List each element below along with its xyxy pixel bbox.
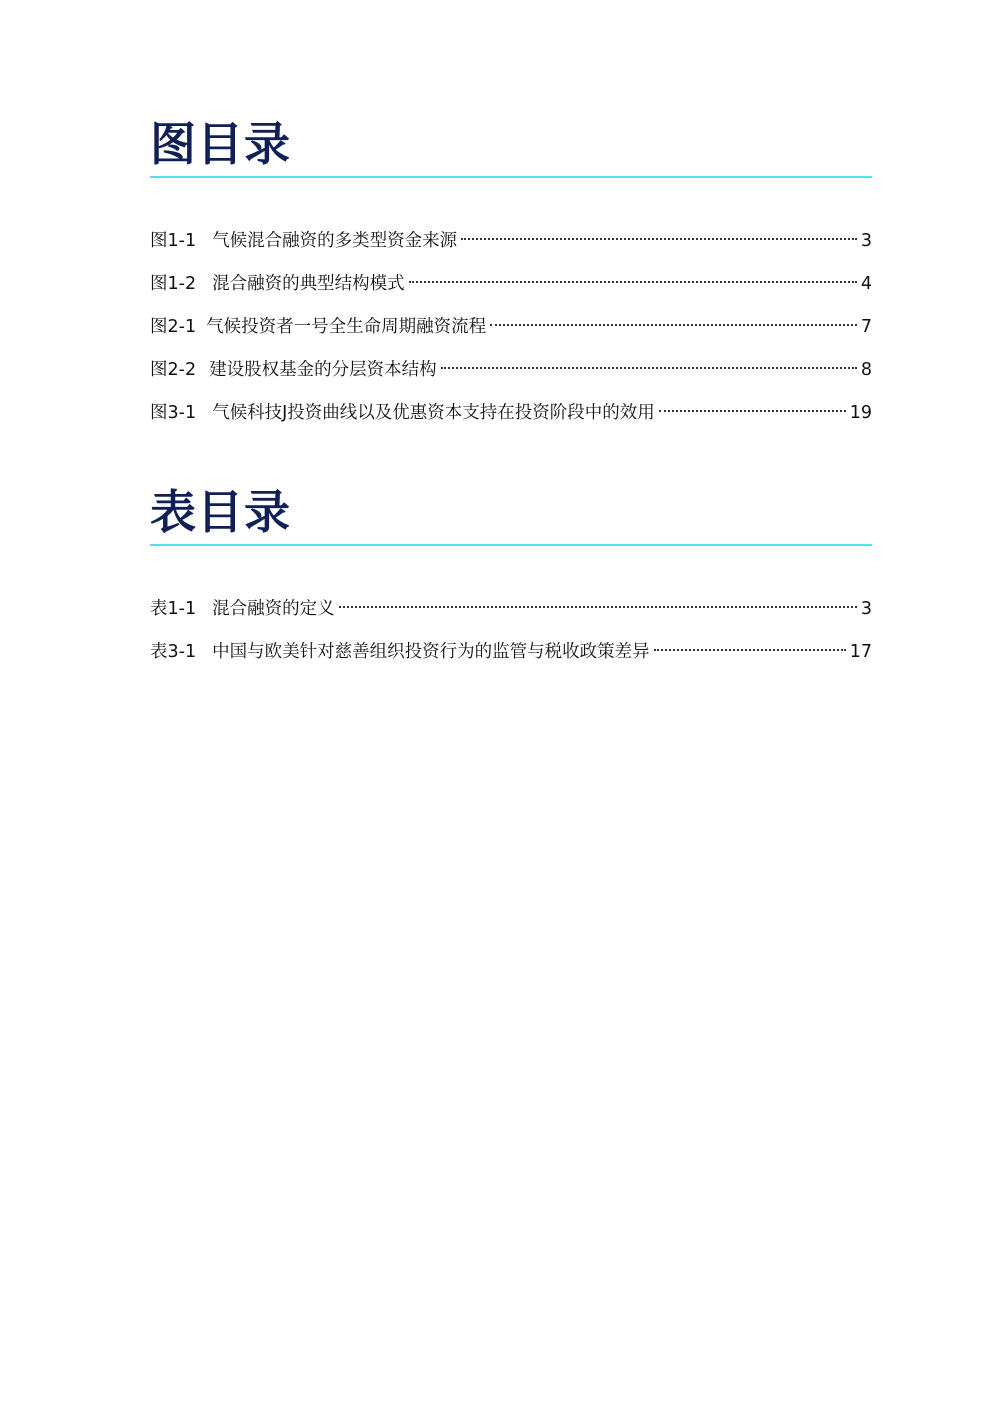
- figure-list-heading: 图目录: [150, 117, 291, 171]
- toc-entry-label: 表1-1: [150, 599, 197, 619]
- table-list-heading: 表目录: [150, 485, 291, 539]
- toc-entry-label: 图3-1: [150, 403, 197, 423]
- toc-entry-title: 气候投资者一号全生命周期融资流程: [206, 317, 487, 337]
- toc-entry-table-3-1[interactable]: [150, 631, 872, 674]
- figure-list-entries: [150, 220, 872, 435]
- toc-dot-leader: [441, 367, 857, 369]
- toc-entry-table-1-1[interactable]: [150, 588, 872, 631]
- toc-entry-page: 19: [849, 403, 872, 423]
- toc-entry-page: 3: [860, 231, 872, 251]
- table-list-rule: [150, 544, 872, 546]
- toc-dot-leader: [409, 281, 857, 283]
- toc-entry-title: 混合融资的定义: [212, 599, 335, 619]
- toc-dot-leader: [659, 410, 846, 412]
- table-list-entries: [150, 588, 872, 674]
- toc-entry-title: 气候科技J投资曲线以及优惠资本支持在投资阶段中的效用: [212, 403, 655, 423]
- toc-entry-page: 4: [860, 274, 872, 294]
- toc-entry-label: 图1-2: [150, 274, 197, 294]
- table-list-section: [150, 480, 872, 674]
- toc-dot-leader: [654, 649, 846, 651]
- figure-list-rule: [150, 176, 872, 178]
- toc-entry-title: 中国与欧美针对慈善组织投资行为的监管与税收政策差异: [212, 642, 650, 662]
- figure-list-section: [150, 112, 872, 435]
- toc-entry-figure-3-1[interactable]: [150, 392, 872, 435]
- toc-entry-label: 图1-1: [150, 231, 197, 251]
- toc-entry-label: 表3-1: [150, 642, 197, 662]
- toc-dot-leader: [490, 324, 857, 326]
- toc-entry-title: 气候混合融资的多类型资金来源: [212, 231, 458, 251]
- toc-entry-title: 建设股权基金的分层资本结构: [209, 360, 437, 380]
- toc-entry-figure-1-2[interactable]: [150, 263, 872, 306]
- toc-entry-page: 17: [849, 642, 872, 662]
- toc-entry-page: 3: [860, 599, 872, 619]
- toc-entry-figure-2-1[interactable]: [150, 306, 872, 349]
- toc-entry-page: 8: [860, 360, 872, 380]
- toc-dot-leader: [461, 238, 857, 240]
- toc-entry-figure-1-1[interactable]: [150, 220, 872, 263]
- toc-entry-figure-2-2[interactable]: [150, 349, 872, 392]
- toc-entry-label: 图2-1: [150, 317, 197, 337]
- toc-dot-leader: [339, 606, 857, 608]
- toc-entry-label: 图2-2: [150, 360, 197, 380]
- toc-entry-title: 混合融资的典型结构模式: [212, 274, 405, 294]
- toc-entry-page: 7: [860, 317, 872, 337]
